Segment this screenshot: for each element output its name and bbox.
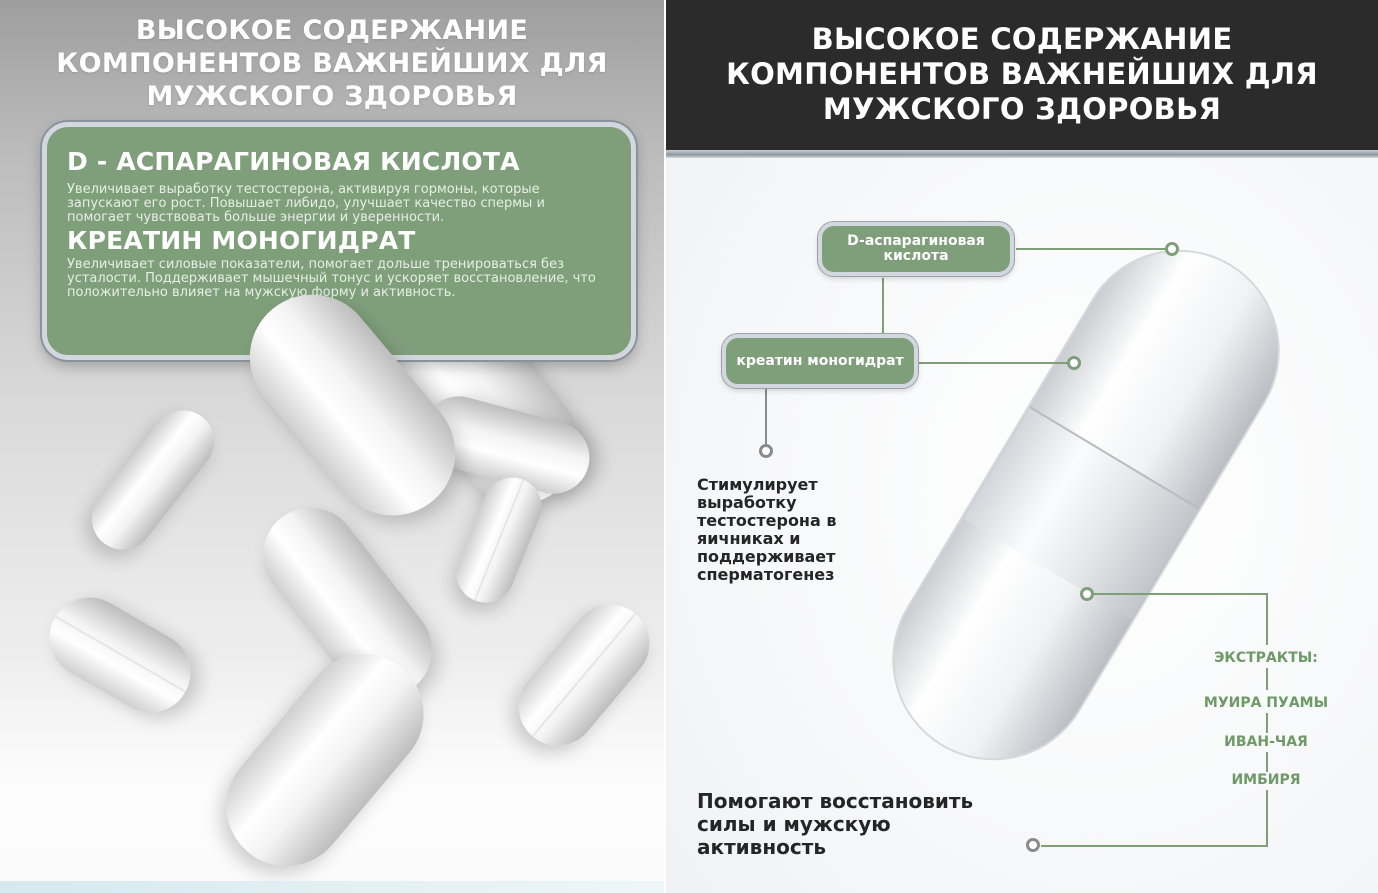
capsule-image: [79, 398, 226, 562]
connector-line: [1266, 593, 1268, 645]
connector-line: [1266, 790, 1268, 845]
point-marker: [1026, 838, 1040, 852]
label-aspartic-acid: D-аспарагиновая кислота: [818, 222, 1014, 276]
extract-item: ИВАН-ЧАЯ: [1224, 734, 1308, 750]
text-creatine: Увеличивает силовые показатели, помогает дольше тренироваться без усталости. Поддерживает мышечный тонус и ускоряет восстановление, что положительно влияет на мужскую форму и активность.: [67, 257, 596, 300]
left-panel: [0, 0, 664, 893]
point-marker: [1165, 242, 1179, 256]
point-marker: [1067, 356, 1081, 370]
connector-line: [765, 388, 767, 446]
connector-line: [1266, 752, 1268, 772]
connector-line: [882, 278, 884, 334]
text-helps: Помогают восстановить силы и мужскую активность: [697, 789, 974, 859]
heading-aspartic-acid: D - АСПАРАГИНОВАЯ КИСЛОТА: [67, 147, 520, 176]
connector-line: [916, 362, 1068, 364]
right-panel: [666, 0, 1378, 893]
bottom-strip: [0, 881, 664, 893]
capsule-image: [448, 469, 550, 611]
left-title: ВЫСОКОЕ СОДЕРЖАНИЕ КОМПОНЕНТОВ ВАЖНЕЙШИХ ДЛЯ МУЖСКОГО ЗДОРОВЬЯ: [56, 15, 608, 112]
connector-line: [1041, 845, 1268, 847]
label-creatine: креатин моногидрат: [722, 334, 918, 388]
text-aspartic-acid: Увеличивает выработку тестостерона, активируя гормоны, которые запускают его рост. Повышает либидо, улучшает качество спермы и помогает чувствовать больше энергии и уверенности.: [67, 182, 545, 225]
extracts-title: ЭКСТРАКТЫ:: [1214, 650, 1318, 666]
connector-line: [1016, 248, 1166, 250]
connector-line: [1094, 593, 1268, 595]
extract-item: ИМБИРЯ: [1231, 772, 1301, 788]
connector-line: [1266, 713, 1268, 733]
heading-creatine: КРЕАТИН МОНОГИДРАТ: [67, 226, 416, 255]
point-marker: [1080, 587, 1094, 601]
extract-item: МУИРА ПУАМЫ: [1203, 695, 1329, 711]
connector-line: [1266, 668, 1268, 690]
text-stimulates: Стимулирует выработку тестостерона в яичниках и поддерживает сперматогенез: [697, 475, 837, 584]
title-band-border: [666, 150, 1378, 158]
point-marker: [759, 444, 773, 458]
right-title: ВЫСОКОЕ СОДЕРЖАНИЕ КОМПОНЕНТОВ ВАЖНЕЙШИХ ДЛЯ МУЖСКОГО ЗДОРОВЬЯ: [726, 22, 1318, 126]
